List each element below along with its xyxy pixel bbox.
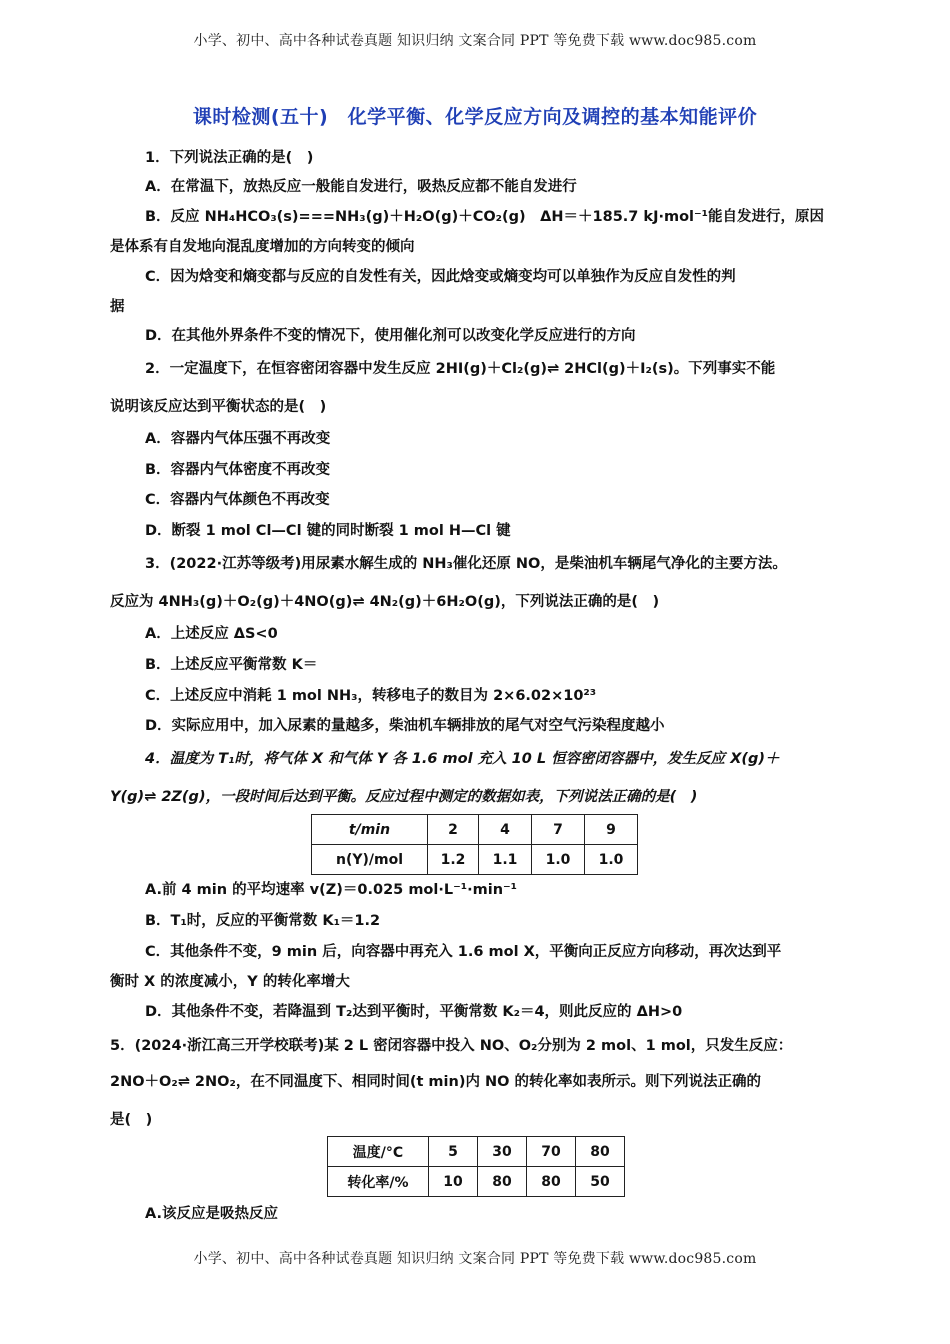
table-cell: 70: [527, 1137, 576, 1167]
q4-option-c: C．其他条件不变，9 min 后，向容器中再充入 1.6 mol X，平衡向正反应方向移动，再次达到平: [145, 944, 782, 960]
q1-option-a: A．在常温下，放热反应一般能自发进行，吸热反应都不能自发进行: [145, 179, 577, 195]
q1-option-b-cont: 是体系有自发地向混乱度增加的方向转变的倾向: [110, 239, 415, 255]
table-row: [312, 815, 638, 845]
table-row: [312, 845, 638, 875]
q3-option-c: C．上述反应中消耗 1 mol NH₃，转移电子的数目为 2×6.02×10²³: [145, 688, 597, 704]
page-footer: 小学、初中、高中各种试卷真题 知识归纳 文案合同 PPT 等免费下载 www.doc985.com: [193, 1251, 757, 1267]
q3-stem: 3．(2022·江苏等级考)用尿素水解生成的 NH₃催化还原 NO，是柴油机车辆尾气净化的主要方法。: [145, 556, 787, 572]
q1-option-c: C．因为焓变和熵变都与反应的自发性有关，因此焓变或熵变均可以单独作为反应自发性的判: [145, 269, 736, 285]
table-cell: 温度/°C: [328, 1137, 429, 1167]
q2-option-d: D．断裂 1 mol Cl—Cl 键的同时断裂 1 mol H—Cl 键: [145, 523, 511, 539]
q2-option-b: B．容器内气体密度不再改变: [145, 462, 331, 478]
q5-data-table: [327, 1136, 625, 1197]
table-cell: 80: [527, 1167, 576, 1197]
table-cell: 80: [478, 1167, 527, 1197]
q5-stem: 5．(2024·浙江高三开学校联考)某 2 L 密闭容器中投入 NO、O₂分别为 2 mol、1 mol，只发生反应：: [110, 1038, 793, 1054]
q4-option-d: D．其他条件不变，若降温到 T₂达到平衡时，平衡常数 K₂＝4，则此反应的 ΔH>0: [145, 1004, 683, 1020]
q1-option-d: D．在其他外界条件不变的情况下，使用催化剂可以改变化学反应进行的方向: [145, 328, 636, 344]
table-cell: 30: [478, 1137, 527, 1167]
table-cell: 7: [532, 815, 585, 845]
table-cell: 5: [429, 1137, 478, 1167]
table-cell: 转化率/%: [328, 1167, 429, 1197]
table-cell: 1.0: [532, 845, 585, 875]
table-cell: 1.2: [428, 845, 479, 875]
q3-option-d: D．实际应用中，加入尿素的量越多，柴油机车辆排放的尾气对空气污染程度越小: [145, 718, 665, 734]
q4-stem: 4．温度为 T₁时，将气体 X 和气体 Y 各 1.6 mol 充入 10 L 恒容密闭容器中，发生反应 X(g)＋: [145, 751, 780, 767]
table-cell: 1.0: [585, 845, 638, 875]
table-cell: 10: [429, 1167, 478, 1197]
q4-option-c-cont: 衡时 X 的浓度减小，Y 的转化率增大: [110, 974, 350, 990]
page-title: 课时检测(五十) 化学平衡、化学反应方向及调控的基本知能评价: [192, 106, 758, 128]
q5-stem-cont2: 是( ): [110, 1112, 153, 1128]
table-cell: 9: [585, 815, 638, 845]
q3-option-b: B．上述反应平衡常数 K＝: [145, 657, 318, 673]
q5-option-a: A.该反应是吸热反应: [145, 1206, 278, 1222]
q2-option-a: A．容器内气体压强不再改变: [145, 431, 331, 447]
q5-stem-cont: 2NO＋O₂⇌ 2NO₂，在不同温度下、相同时间(t min)内 NO 的转化率如表所示。则下列说法正确的: [110, 1074, 762, 1090]
q4-stem-cont: Y(g)⇌ 2Z(g)，一段时间后达到平衡。反应过程中测定的数据如表，下列说法正确的是( ): [110, 789, 698, 805]
q1-option-b: B．反应 NH₄HCO₃(s)===NH₃(g)＋H₂O(g)＋CO₂(g) ΔH＝＋185.7 kJ·mol⁻¹能自发进行，原因: [145, 209, 825, 225]
q2-stem: 2．一定温度下，在恒容密闭容器中发生反应 2HI(g)＋Cl₂(g)⇌ 2HCl(g)＋I₂(s)。下列事实不能: [145, 361, 776, 377]
table-cell: t/min: [312, 815, 428, 845]
q2-stem-cont: 说明该反应达到平衡状态的是( ): [110, 399, 327, 415]
page-header: 小学、初中、高中各种试卷真题 知识归纳 文案合同 PPT 等免费下载 www.doc985.com: [193, 33, 757, 49]
table-cell: 80: [576, 1137, 625, 1167]
q2-option-c: C．容器内气体颜色不再改变: [145, 492, 330, 508]
table-cell: 1.1: [479, 845, 532, 875]
q3-stem-cont: 反应为 4NH₃(g)＋O₂(g)＋4NO(g)⇌ 4N₂(g)＋6H₂O(g)，下列说法正确的是( ): [110, 594, 660, 610]
q4-option-a: A.前 4 min 的平均速率 v(Z)＝0.025 mol·L⁻¹·min⁻¹: [145, 882, 518, 898]
table-row: [328, 1137, 625, 1167]
q1-option-c-cont: 据: [110, 299, 125, 315]
table-cell: n(Y)/mol: [312, 845, 428, 875]
table-cell: 4: [479, 815, 532, 845]
q1-stem: 1．下列说法正确的是( ): [145, 150, 314, 166]
q4-data-table: [311, 814, 638, 875]
table-row: [328, 1167, 625, 1197]
table-cell: 2: [428, 815, 479, 845]
q4-option-b: B．T₁时，反应的平衡常数 K₁＝1.2: [145, 913, 381, 929]
q3-option-a: A．上述反应 ΔS<0: [145, 626, 278, 642]
table-cell: 50: [576, 1167, 625, 1197]
